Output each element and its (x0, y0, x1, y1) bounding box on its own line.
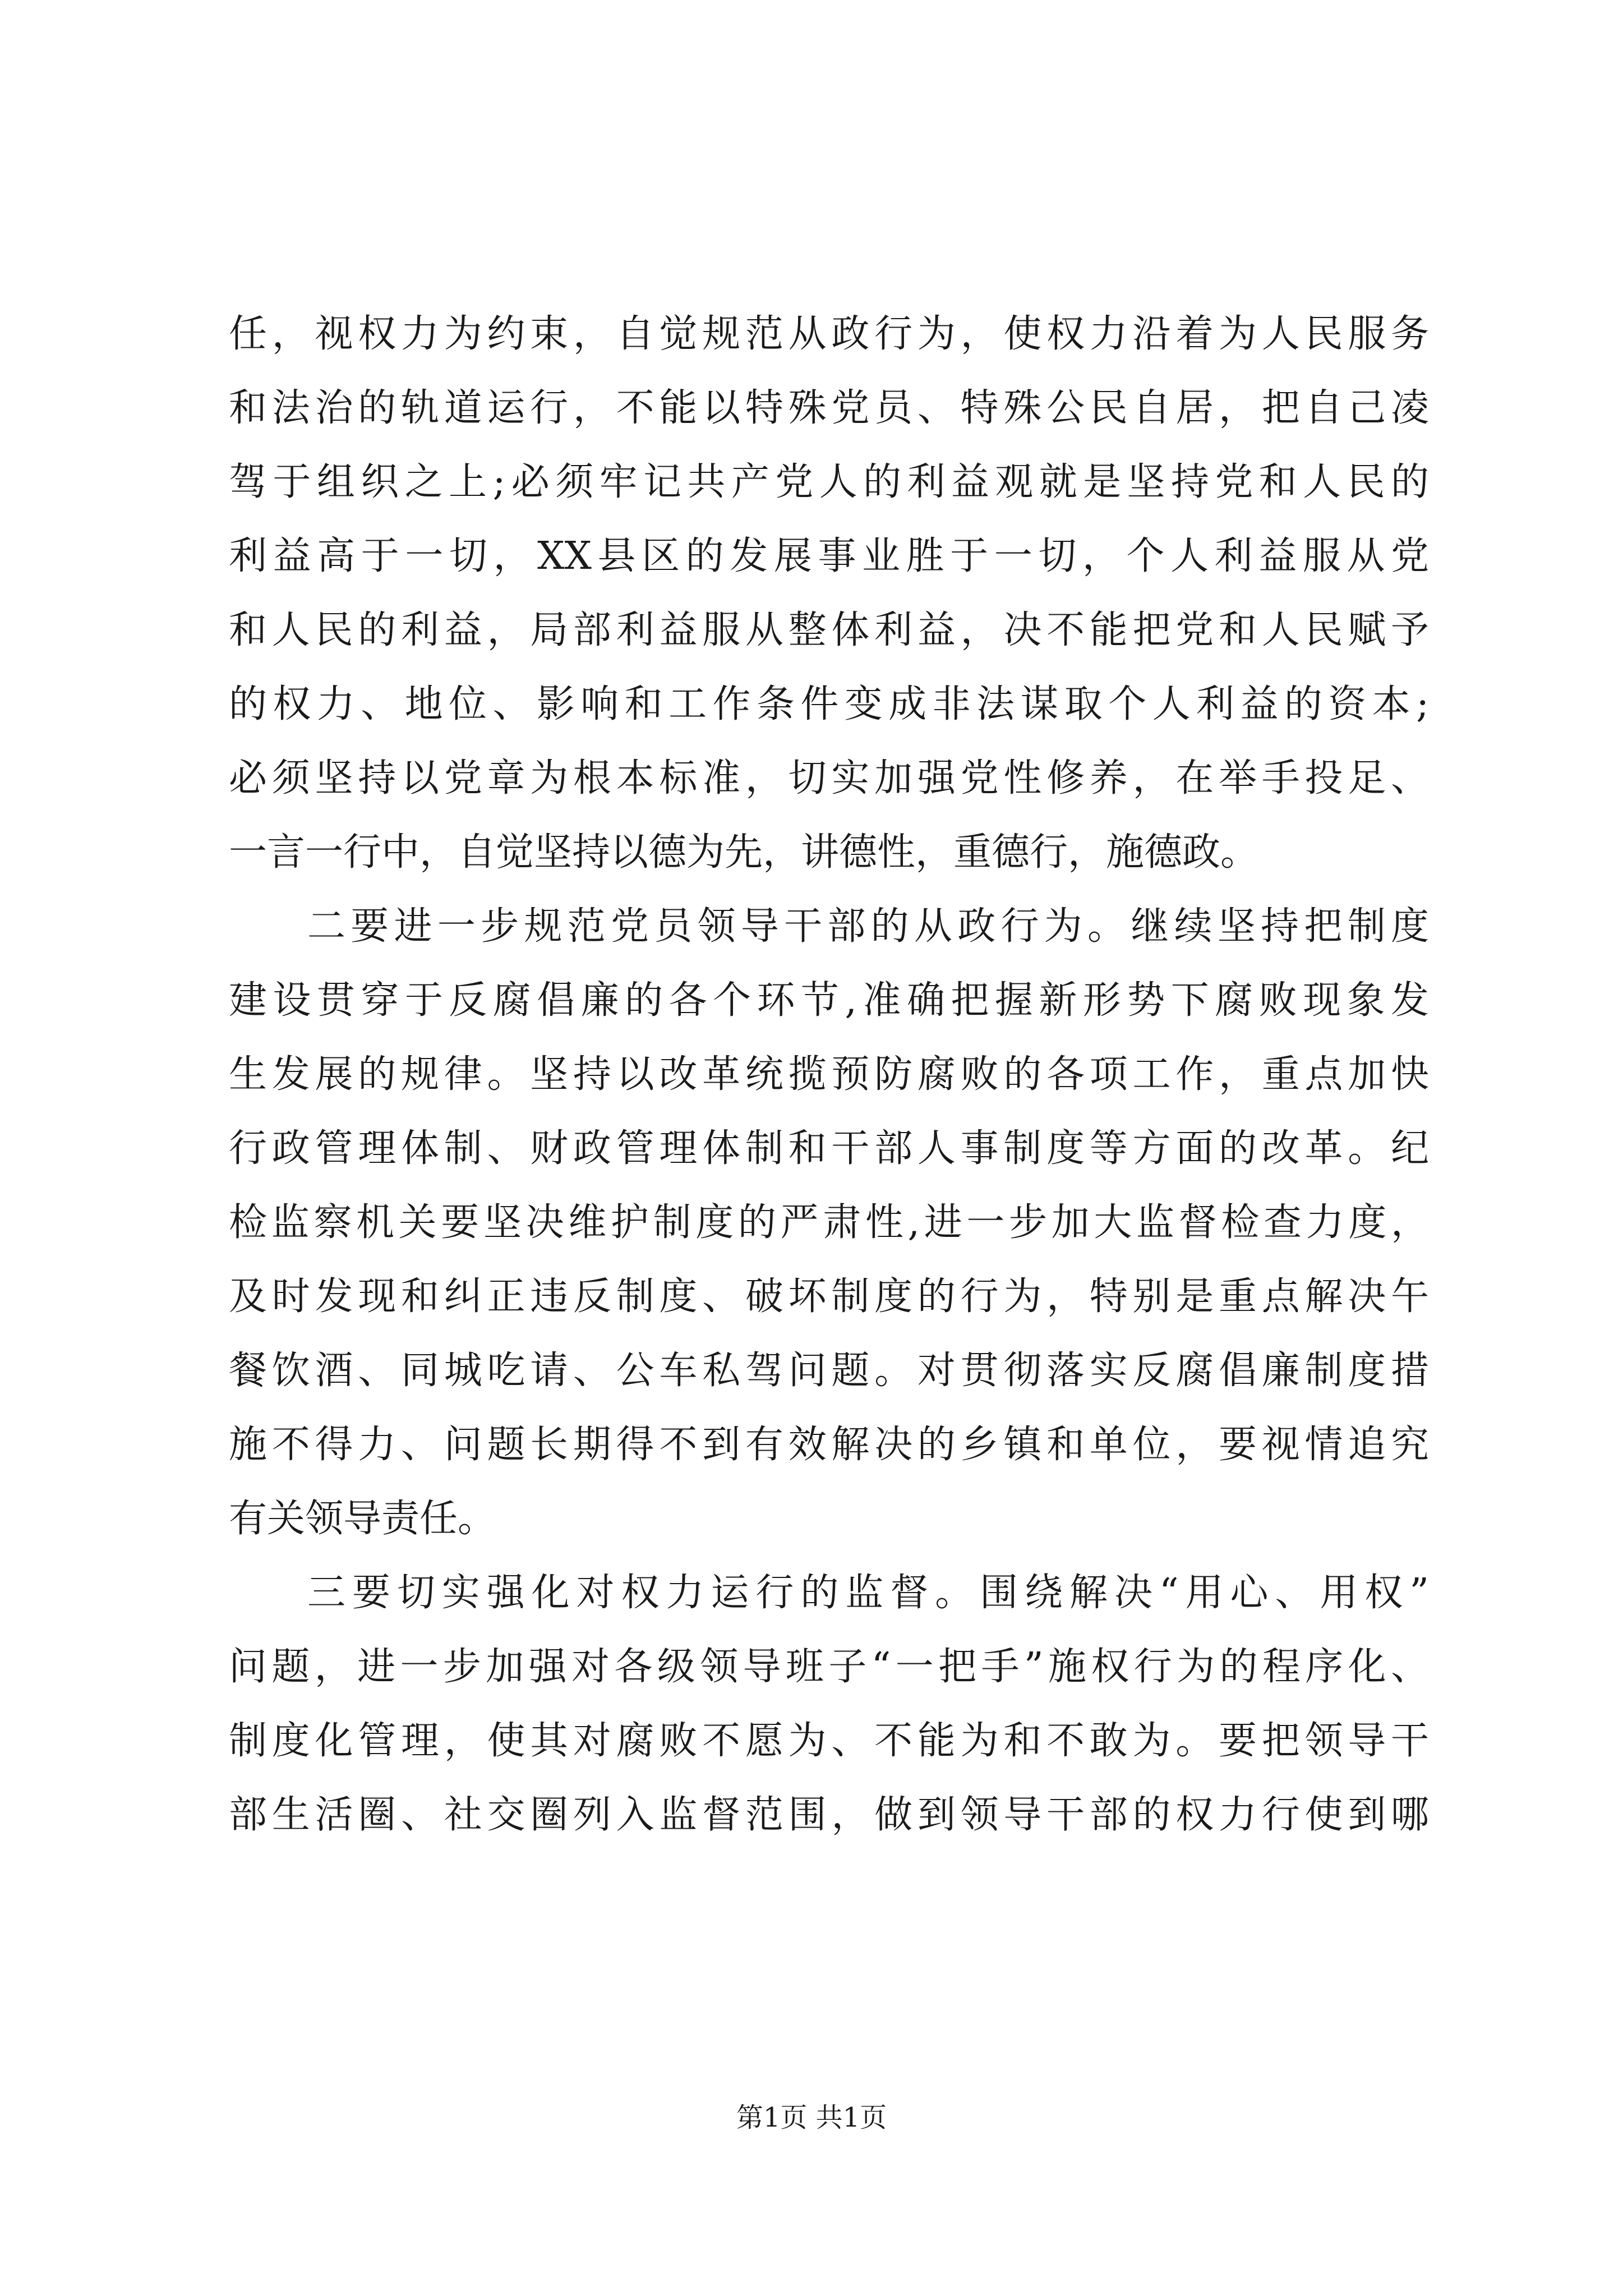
text-line: 驾于组织之上;必须牢记共产党人的利益观就是坚持党和人民的 (229, 460, 1429, 504)
page-footer: 第1页 共1页 (736, 2102, 887, 2133)
text-line: 任，视权力为约束，自觉规范从政行为，使权力沿着为人民服务 (229, 312, 1429, 356)
text-line: 行政管理体制、财政管理体制和干部人事制度等方面的改革。纪 (229, 1126, 1429, 1171)
text-line: 和法治的轨道运行，不能以特殊党员、特殊公民自居，把自己凌 (229, 386, 1429, 430)
text-line: 一言一行中，自觉坚持以德为先，讲德性，重德行，施德政。 (229, 830, 1259, 875)
text-line: 施不得力、问题长期得不到有效解决的乡镇和单位，要视情追究 (229, 1423, 1429, 1467)
text-line: 的权力、地位、影响和工作条件变成非法谋取个人利益的资本; (229, 682, 1429, 726)
text-line: 二要进一步规范党员领导干部的从政行为。继续坚持把制度 (307, 904, 1429, 949)
text-line: 问题，进一步加强对各级领导班子“一把手”施权行为的程序化、 (229, 1645, 1429, 1689)
text-line: 建设贯穿于反腐倡廉的各个环节,准确把握新形势下腐败现象发 (229, 978, 1429, 1023)
document-body (229, 297, 1429, 1852)
text-line: 检监察机关要坚决维护制度的严肃性,进一步加大监督检查力度， (229, 1200, 1429, 1245)
text-line: 餐饮酒、同城吃请、公车私驾问题。对贯彻落实反腐倡廉制度措 (229, 1349, 1429, 1393)
text-line: 及时发现和纠正违反制度、破坏制度的行为，特别是重点解决午 (229, 1274, 1429, 1319)
text-line: 部生活圈、社交圈列入监督范围，做到领导干部的权力行使到哪 (229, 1793, 1429, 1837)
text-line: 制度化管理，使其对腐败不愿为、不能为和不敢为。要把领导干 (229, 1719, 1429, 1763)
text-line: 生发展的规律。坚持以改革统揽预防腐败的各项工作，重点加快 (229, 1052, 1429, 1097)
text-line: 有关领导责任。 (229, 1497, 496, 1541)
text-line: 三要切实强化对权力运行的监督。围绕解决“用心、用权” (307, 1571, 1429, 1615)
text-line: 利益高于一切，XX县区的发展事业胜于一切，个人利益服从党 (229, 534, 1429, 578)
text-line: 必须坚持以党章为根本标准，切实加强党性修养，在举手投足、 (229, 756, 1429, 800)
text-line: 和人民的利益，局部利益服从整体利益，决不能把党和人民赋予 (229, 608, 1429, 652)
